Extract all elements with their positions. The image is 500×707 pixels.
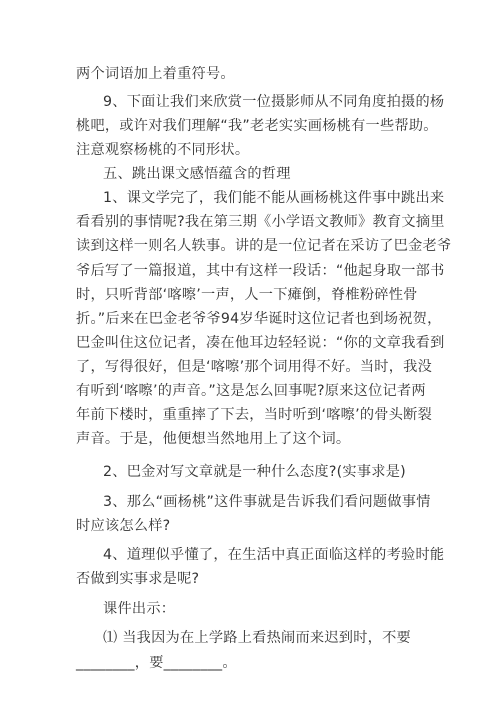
text-line: 注意观察杨桃的不同形状。 — [76, 142, 250, 158]
text-line: 1、课文学完了，我们能不能从画杨桃这件事中跳出来 — [103, 190, 445, 206]
text-line: 折。”后来在巴金老爷爷94岁华诞时这位记者也到场祝贺， — [76, 311, 442, 327]
text-line: 时应该怎么样? — [76, 518, 171, 534]
text-line: 看看别的事情呢?我在第三期《小学语文教师》教育文摘里 — [76, 214, 445, 230]
text-line: 时，只听背部‘喀嚓’一声，人一下瘫倒，脊椎粉碎性骨 — [76, 287, 418, 303]
text-line: 2、巴金对写文章就是一种什么态度?(实事求是) — [103, 464, 406, 480]
text-line: 9、下面让我们来欣赏一位摄影师从不同角度拍摄的杨 — [103, 94, 445, 110]
text-line: 否做到实事求是呢? — [76, 571, 200, 587]
text-line: 了，写得很好，但是‘喀嚓’那个词用得不好。当时，我没 — [76, 359, 433, 375]
text-line: ________，要________。 — [76, 655, 237, 671]
text-line: 声音。于是，他便想当然地用上了这个词。 — [76, 431, 351, 447]
text-line: 3、那么“画杨桃”这件事就是告诉我们看问题做事情 — [103, 494, 431, 510]
section-heading: 五、跳出课文感悟蕴含的哲理 — [103, 166, 291, 182]
text-line: 爷后写了一篇报道，其中有这样一段话：“他起身取一部书 — [76, 263, 445, 279]
text-line: 两个词语加上着重符号。 — [76, 66, 235, 82]
text-line: 年前下楼时，重重摔了下去，当时听到‘喀嚓’的骨头断裂 — [76, 407, 433, 423]
text-line: 课件出示： — [103, 601, 176, 617]
text-line: 桃吧，或许对我们理解“我”老老实实画杨桃有一些帮助。 — [76, 118, 438, 134]
text-line: 有听到‘喀嚓’的声音。”这是怎么回事呢?原来这位记者两 — [76, 383, 426, 399]
text-line: 巴金叫住这位记者，凑在他耳边轻轻说：“你的文章我看到 — [76, 335, 445, 351]
text-line: 4、道理似乎懂了，在生活中真正面临这样的考验时能 — [103, 547, 445, 563]
text-line: 读到这样一则名人轶事。讲的是一位记者在采访了巴金老爷 — [76, 238, 452, 254]
text-line: ⑴ 当我因为在上学路上看热闹而来迟到时，不要 — [103, 630, 411, 646]
